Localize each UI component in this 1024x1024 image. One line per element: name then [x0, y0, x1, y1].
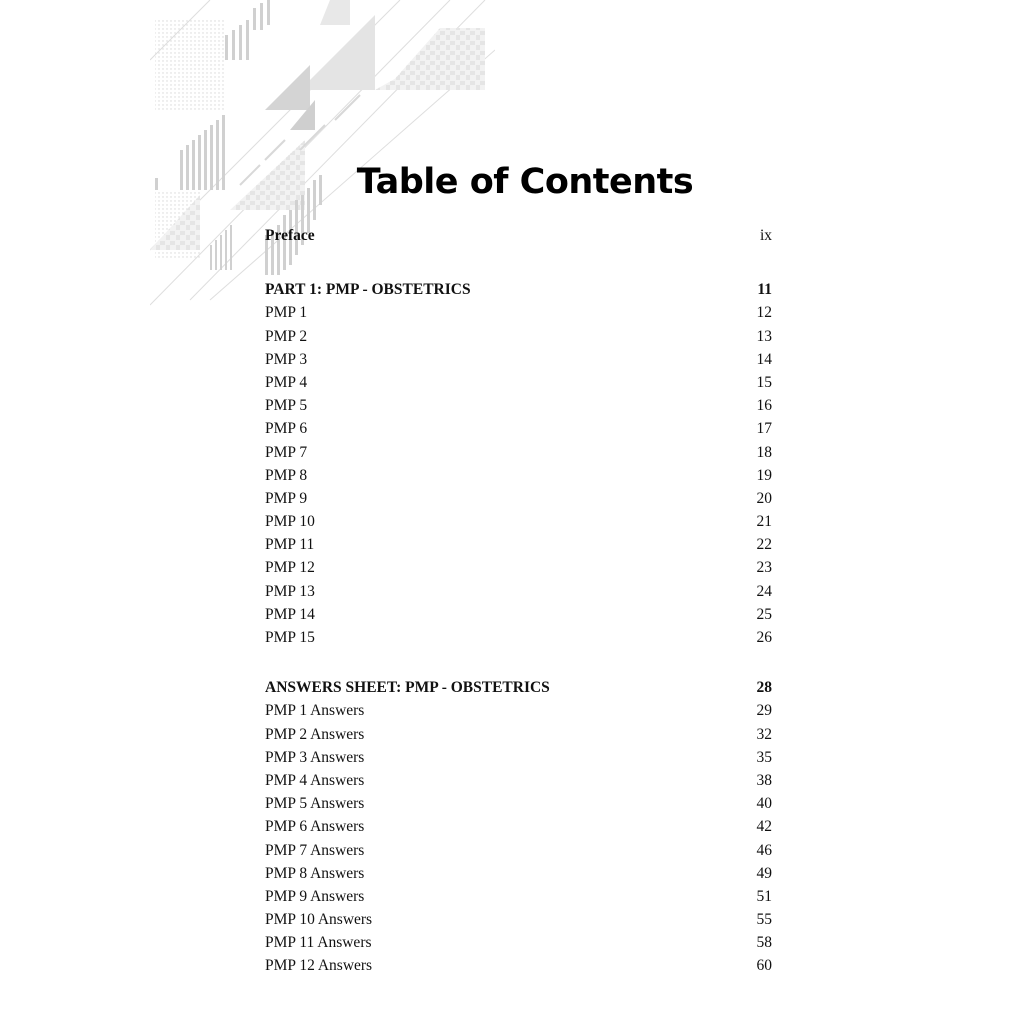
toc-entry-label: PMP 2 Answers — [265, 725, 365, 743]
toc-row[interactable] — [265, 746, 772, 769]
toc-row[interactable] — [265, 908, 772, 931]
toc-row[interactable] — [265, 931, 772, 954]
toc-entry-page: 12 — [756, 304, 772, 322]
toc-entry-label: PMP 10 Answers — [265, 911, 373, 929]
toc-entry-label: PMP 1 Answers — [265, 702, 365, 720]
toc-section-page: 11 — [757, 281, 772, 299]
toc-row[interactable] — [265, 580, 772, 603]
toc-entry-label: PMP 4 — [265, 373, 308, 391]
toc-row[interactable] — [265, 723, 772, 746]
toc-row[interactable] — [265, 839, 772, 862]
toc-entry-page: 21 — [756, 513, 772, 531]
toc-row[interactable] — [265, 556, 772, 579]
toc-row[interactable] — [265, 371, 772, 394]
toc-row[interactable] — [265, 348, 772, 371]
toc-entry-label: PMP 12 Answers — [265, 957, 373, 975]
toc-row[interactable] — [265, 441, 772, 464]
toc-row[interactable] — [265, 792, 772, 815]
toc-entry-label: PMP 11 — [265, 536, 315, 554]
toc-entry-label: PMP 5 — [265, 397, 308, 415]
toc-row[interactable] — [265, 301, 772, 324]
toc-entry-page: 15 — [756, 373, 772, 391]
toc-entry-label: PMP 15 — [265, 629, 315, 646]
toc-entry-page: 19 — [756, 466, 772, 484]
toc-row[interactable] — [265, 394, 772, 417]
toc-entry-page: 55 — [756, 911, 772, 929]
toc-row[interactable] — [265, 533, 772, 556]
toc-entry-label: PMP 14 — [265, 605, 315, 623]
toc-entry-page: 14 — [756, 350, 772, 368]
toc-row[interactable] — [265, 862, 772, 885]
toc-entry-label: PMP 6 — [265, 420, 308, 438]
toc-entry-page: 18 — [756, 443, 772, 461]
toc-entry-page: 60 — [756, 957, 772, 975]
toc-entry-page: 51 — [756, 887, 772, 905]
toc-entry-label: PMP 6 Answers — [265, 818, 365, 836]
toc-section-heading-answers[interactable] — [265, 676, 772, 699]
toc-entry-page: 49 — [756, 864, 772, 882]
toc-entry-label: Preface — [265, 227, 315, 244]
toc-entry-page: 29 — [756, 702, 772, 720]
toc-entry-page: 35 — [756, 748, 772, 766]
toc-row[interactable] — [265, 885, 772, 908]
toc-entry-page: 58 — [756, 934, 772, 952]
toc-entry-label: PMP 11 Answers — [265, 934, 372, 952]
toc-entry-page: 22 — [756, 536, 772, 554]
toc-entry-page: 32 — [756, 725, 772, 743]
toc-entry-page: 40 — [756, 795, 772, 813]
toc-row[interactable] — [265, 510, 772, 533]
toc-entry-label: PMP 7 Answers — [265, 841, 365, 859]
toc-entry-label: PMP 1 — [265, 304, 308, 322]
toc-entry-page: 25 — [756, 605, 772, 623]
toc-row[interactable] — [265, 626, 772, 649]
spacer — [265, 247, 772, 278]
toc-section-label: ANSWERS SHEET: PMP - OBSTETRICS — [265, 679, 550, 697]
toc-entry-page: 46 — [756, 841, 772, 859]
toc-row[interactable] — [265, 325, 772, 348]
toc-entry-label: PMP 4 Answers — [265, 771, 365, 789]
toc-entry-page: 24 — [756, 582, 772, 600]
toc-row[interactable] — [265, 417, 772, 440]
toc-entry-page: 13 — [756, 327, 772, 345]
toc-section-label: PART 1: PMP - OBSTETRICS — [265, 281, 471, 299]
toc-section-page: 28 — [756, 679, 772, 697]
toc-entry-page: 17 — [756, 420, 772, 438]
table-of-contents — [265, 224, 772, 978]
toc-entry-label: PMP 8 — [265, 466, 308, 484]
toc-entry-label: PMP 13 — [265, 582, 315, 600]
toc-entry-label: PMP 9 Answers — [265, 887, 365, 905]
page-title: Table of Contents — [356, 162, 694, 202]
spacer — [265, 649, 772, 676]
toc-entry-label: PMP 9 — [265, 489, 308, 507]
toc-row-preface[interactable] — [265, 224, 772, 247]
toc-entry-label: PMP 2 — [265, 327, 308, 345]
toc-entry-page: 20 — [756, 489, 772, 507]
toc-entry-label: PMP 12 — [265, 559, 315, 577]
toc-entry-label: PMP 3 Answers — [265, 748, 365, 766]
toc-entry-label: PMP 7 — [265, 443, 308, 461]
toc-entry-page: 42 — [756, 818, 772, 836]
toc-row[interactable] — [265, 769, 772, 792]
toc-section-heading-part1[interactable] — [265, 278, 772, 301]
toc-entry-label: PMP 8 Answers — [265, 864, 365, 882]
toc-entry-label: PMP 3 — [265, 350, 308, 368]
toc-entry-page: 26 — [756, 629, 772, 646]
toc-entry-page: 38 — [756, 771, 772, 789]
toc-entry-page: 23 — [756, 559, 772, 577]
toc-row[interactable] — [265, 487, 772, 510]
toc-row[interactable] — [265, 464, 772, 487]
toc-row[interactable] — [265, 699, 772, 722]
toc-entry-label: PMP 10 — [265, 513, 315, 531]
toc-entry-label: PMP 5 Answers — [265, 795, 365, 813]
toc-row[interactable] — [265, 954, 772, 977]
toc-row[interactable] — [265, 815, 772, 838]
toc-row[interactable] — [265, 603, 772, 626]
toc-entry-page: ix — [759, 227, 772, 244]
toc-entry-page: 16 — [756, 397, 772, 415]
